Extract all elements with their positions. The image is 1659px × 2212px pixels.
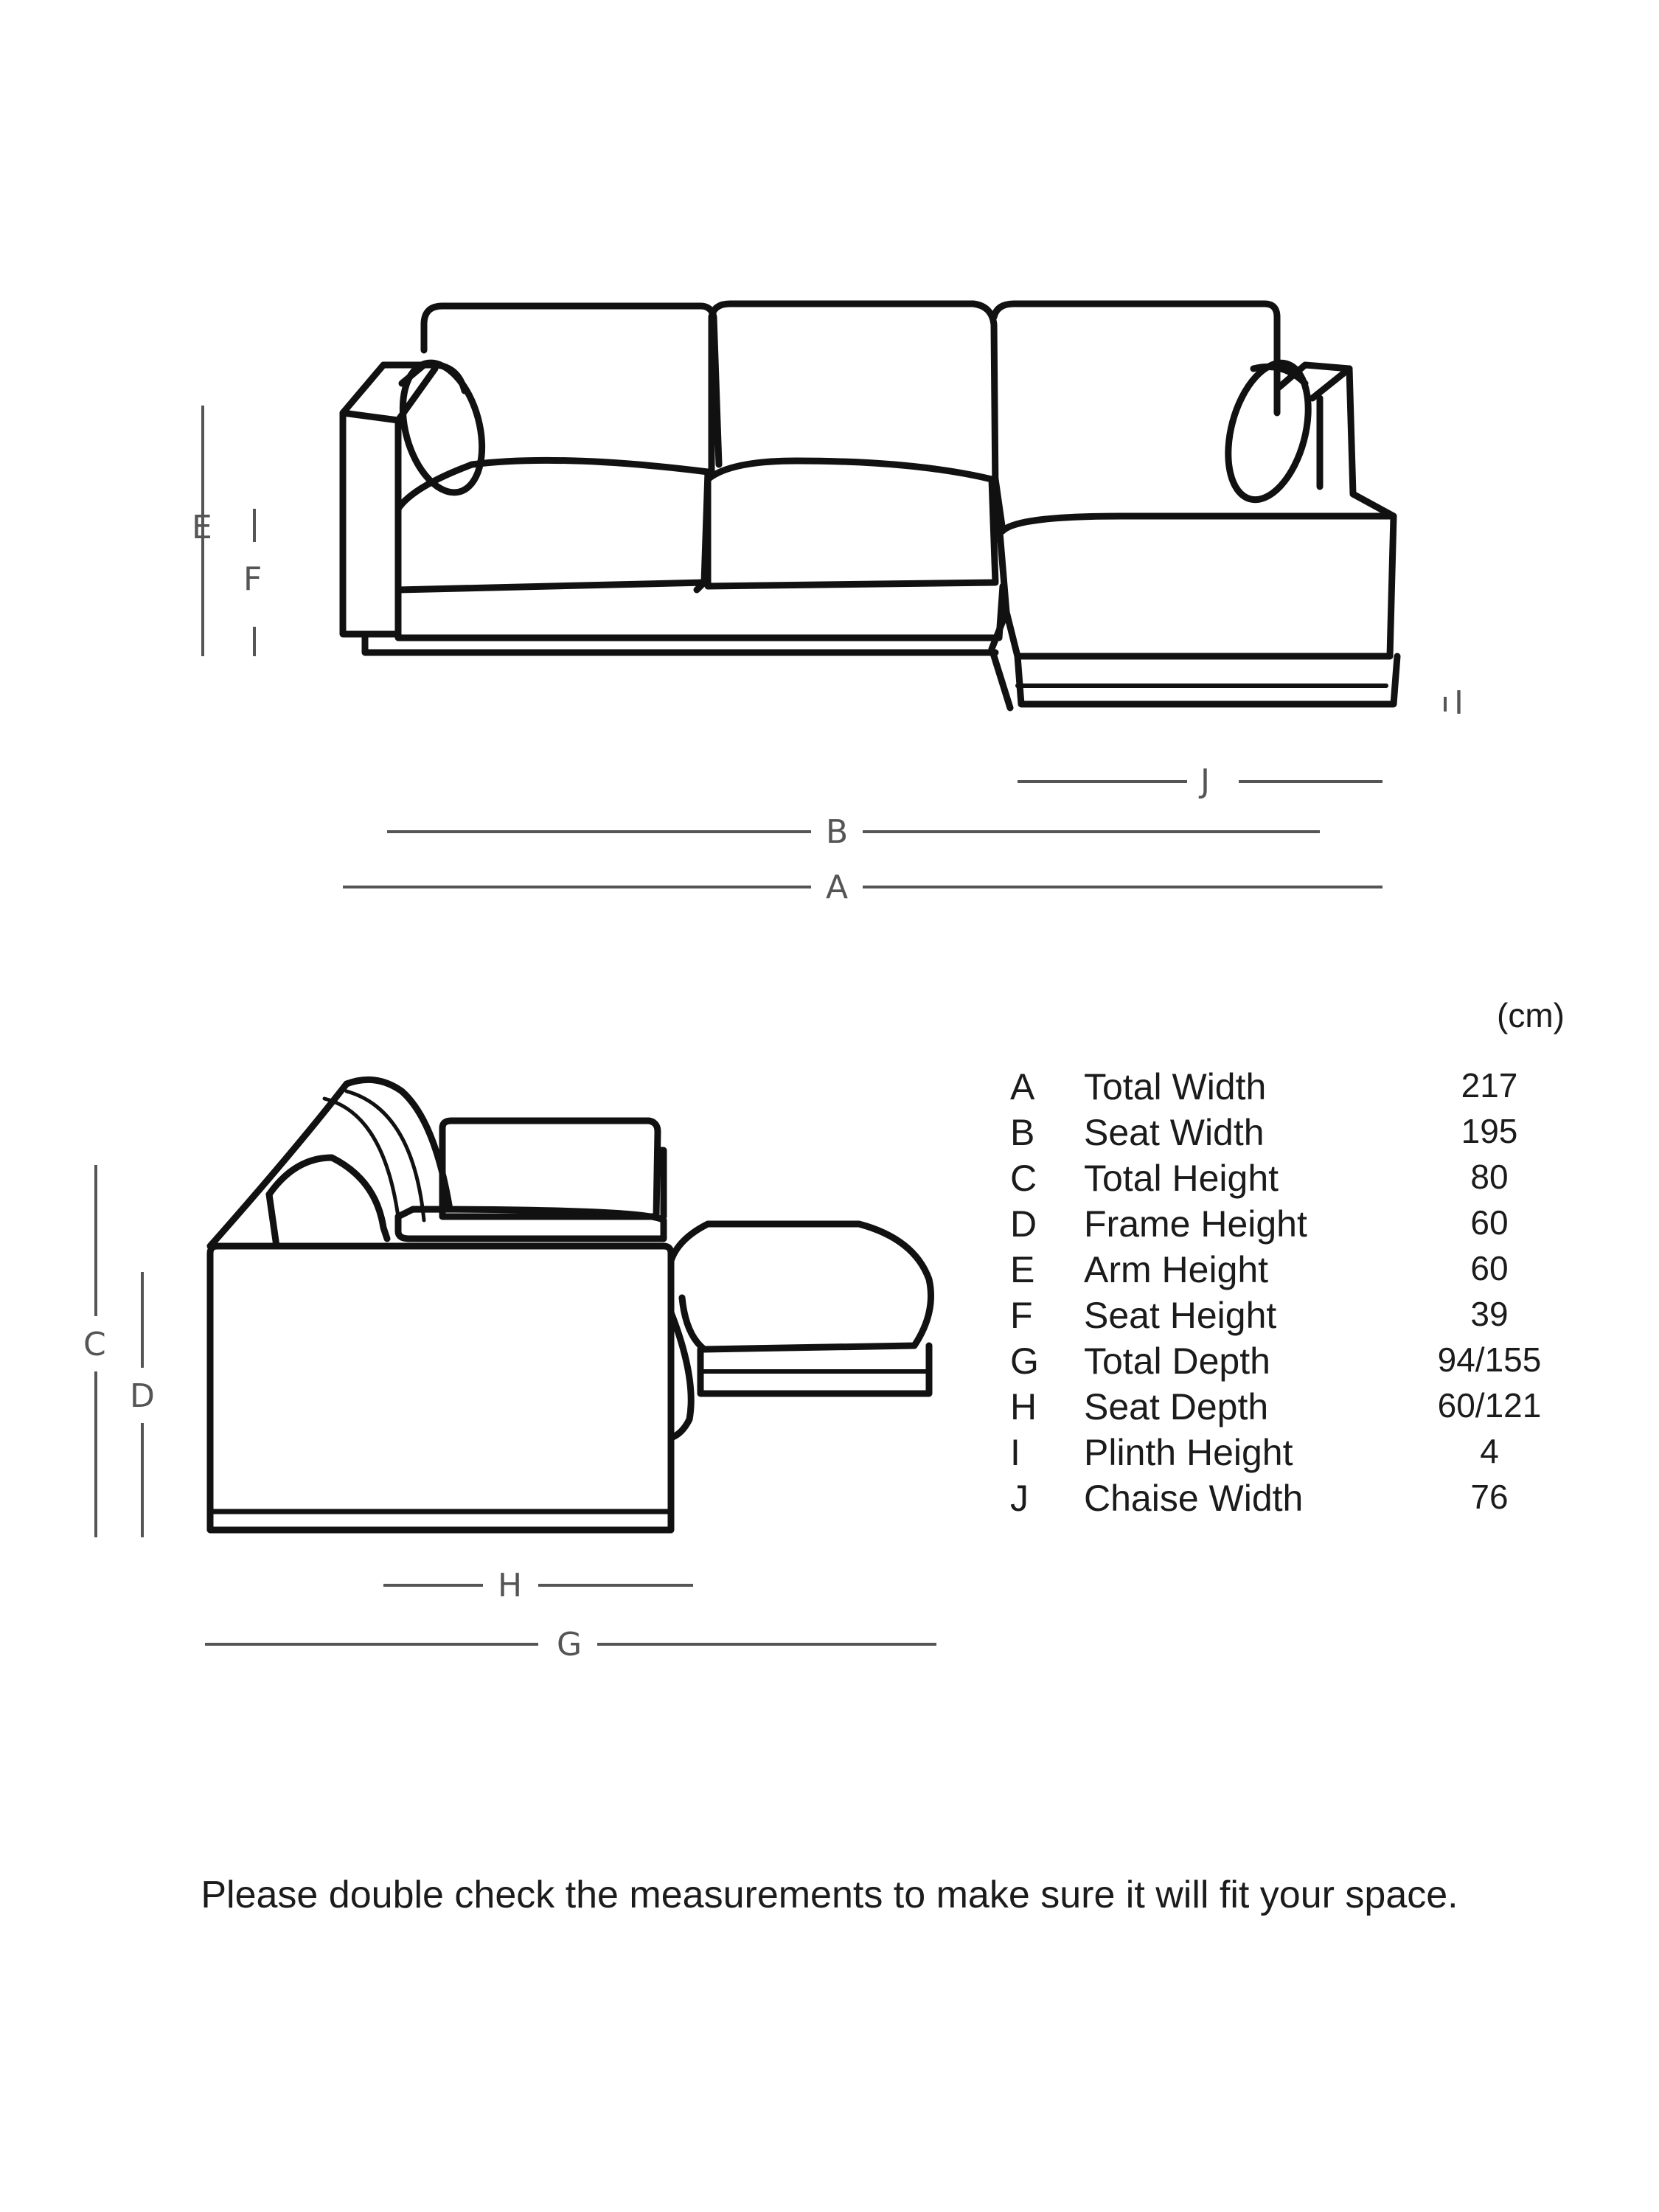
front-view-sofa — [343, 304, 1397, 708]
row-value: 60 — [1470, 1249, 1509, 1287]
table-row — [1010, 1203, 1600, 1248]
row-name: Seat Height — [1084, 1295, 1277, 1336]
table-row — [1010, 1477, 1600, 1523]
row-name: Total Height — [1084, 1158, 1279, 1199]
row-value: 4 — [1480, 1432, 1499, 1470]
row-name: Plinth Height — [1084, 1432, 1293, 1473]
row-value: 76 — [1470, 1478, 1509, 1516]
table-row — [1010, 1111, 1600, 1157]
row-name: Arm Height — [1084, 1249, 1269, 1290]
table-row — [1010, 1157, 1600, 1203]
row-letter: G — [1010, 1340, 1039, 1382]
dimension-label-j: J — [1200, 762, 1210, 800]
dimension-label-b: B — [826, 813, 849, 851]
row-name: Frame Height — [1084, 1203, 1307, 1245]
row-value: 195 — [1461, 1112, 1518, 1150]
row-letter: F — [1010, 1295, 1033, 1336]
side-view-sofa — [210, 1079, 931, 1530]
row-letter: H — [1010, 1386, 1037, 1427]
dimension-label-d: D — [130, 1377, 155, 1415]
row-value: 60 — [1470, 1203, 1509, 1242]
table-row — [1010, 1385, 1600, 1431]
table-row — [1010, 1294, 1600, 1340]
row-name: Seat Depth — [1084, 1386, 1269, 1427]
row-name: Seat Width — [1084, 1112, 1265, 1153]
row-letter: B — [1010, 1112, 1035, 1153]
dimension-label-f: F — [243, 560, 262, 598]
table-row — [1010, 1065, 1600, 1111]
row-name: Total Depth — [1084, 1340, 1270, 1382]
row-value: 39 — [1470, 1295, 1509, 1333]
row-letter: J — [1010, 1478, 1029, 1519]
dimension-label-c: C — [83, 1326, 106, 1363]
row-letter: A — [1010, 1066, 1035, 1107]
dimension-label-i: I — [1454, 684, 1464, 722]
fit-warning-note: Please double check the measurements to make sure it will fit your space. — [201, 1874, 1458, 1916]
table-row — [1010, 1248, 1600, 1294]
front-view-dimension-lines — [203, 406, 1445, 887]
dimension-label-a: A — [826, 869, 849, 906]
row-letter: D — [1010, 1203, 1037, 1245]
row-letter: I — [1010, 1432, 1020, 1473]
table-row — [1010, 1431, 1600, 1477]
unit-label: (cm) — [1497, 996, 1565, 1034]
dimension-label-h: H — [498, 1567, 523, 1604]
dimension-label-e: E — [192, 509, 212, 546]
row-name: Total Width — [1084, 1066, 1267, 1107]
row-value: 217 — [1461, 1066, 1518, 1105]
dimension-label-g: G — [557, 1626, 582, 1663]
row-name: Chaise Width — [1084, 1478, 1304, 1519]
row-value: 80 — [1470, 1158, 1509, 1196]
row-value: 94/155 — [1437, 1340, 1542, 1379]
row-letter: C — [1010, 1158, 1037, 1199]
table-row — [1010, 1340, 1600, 1385]
row-value: 60/121 — [1437, 1386, 1542, 1425]
row-letter: E — [1010, 1249, 1035, 1290]
